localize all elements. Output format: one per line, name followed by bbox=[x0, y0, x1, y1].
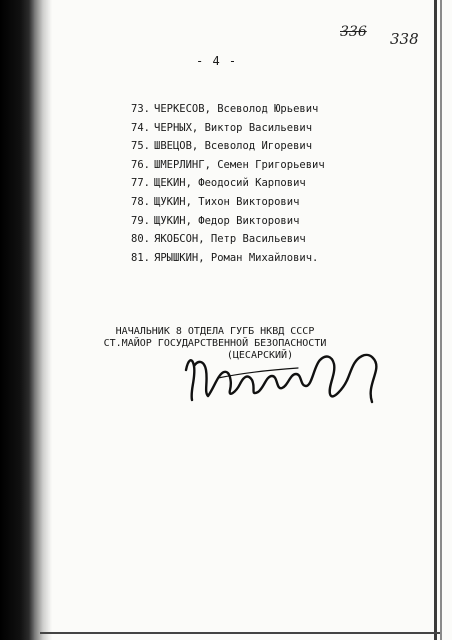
entry-number: 75. bbox=[131, 140, 150, 153]
entry-name: ЯКОБСОН, Петр Васильевич bbox=[154, 233, 306, 246]
handwritten-signature bbox=[178, 330, 388, 410]
entry-number: 80. bbox=[131, 233, 150, 246]
folio-struck: 336 bbox=[340, 24, 367, 40]
page-bottom-edge bbox=[40, 632, 440, 634]
page-edge-line-outer bbox=[440, 0, 442, 640]
entry-number: 73. bbox=[131, 103, 150, 115]
entry-number: 76. bbox=[131, 158, 150, 171]
entry-name: ШМЕРЛИНГ, Семен Григорьевич bbox=[154, 158, 325, 171]
binding-spine-shadow bbox=[0, 0, 34, 640]
list-item bbox=[128, 119, 325, 138]
list-item bbox=[128, 156, 325, 175]
page-marker: - 4 - bbox=[196, 54, 238, 68]
entry-name: ЩУКИН, Федор Викторович bbox=[154, 214, 300, 227]
entry-name: ЩУКИН, Тихон Викторович bbox=[154, 195, 300, 208]
signer-title: НАЧАЛЬНИК 8 ОТДЕЛА ГУГБ НКВД СССР bbox=[115, 326, 315, 337]
list-item bbox=[128, 137, 325, 156]
signer-name: (ЦЕСАРСКИЙ) bbox=[226, 350, 294, 361]
entry-number: 77. bbox=[131, 177, 150, 190]
list-item bbox=[128, 230, 325, 249]
entry-number: 79. bbox=[131, 214, 150, 227]
list-item bbox=[128, 100, 325, 119]
entry-name: ЩЕКИН, Феодосий Карпович bbox=[154, 177, 306, 190]
list-item bbox=[128, 212, 325, 231]
entry-number: 78. bbox=[131, 195, 150, 208]
list-item bbox=[128, 193, 325, 212]
folio-number: 338 bbox=[390, 30, 419, 48]
list-item bbox=[128, 174, 325, 193]
entry-name: ЧЕРНЫХ, Виктор Васильевич bbox=[154, 121, 313, 134]
entry-name: ЧЕРКЕСОВ, Всеволод Юрьевич bbox=[154, 103, 319, 115]
binding-edge-shadow bbox=[34, 0, 52, 640]
signer-rank: СТ.МАЙОР ГОСУДАРСТВЕННОЙ БЕЗОПАСНОСТИ bbox=[103, 338, 327, 349]
page-edge-line bbox=[434, 0, 437, 640]
entry-number: 74. bbox=[131, 121, 150, 134]
entry-name: ЯРЫШКИН, Роман Михайлович. bbox=[154, 251, 319, 264]
list-item bbox=[128, 249, 325, 268]
entry-number: 81. bbox=[131, 251, 150, 264]
signature-stroke bbox=[186, 355, 376, 402]
entry-name: ШВЕЦОВ, Всеволод Игоревич bbox=[154, 140, 313, 153]
name-roster bbox=[128, 100, 325, 267]
